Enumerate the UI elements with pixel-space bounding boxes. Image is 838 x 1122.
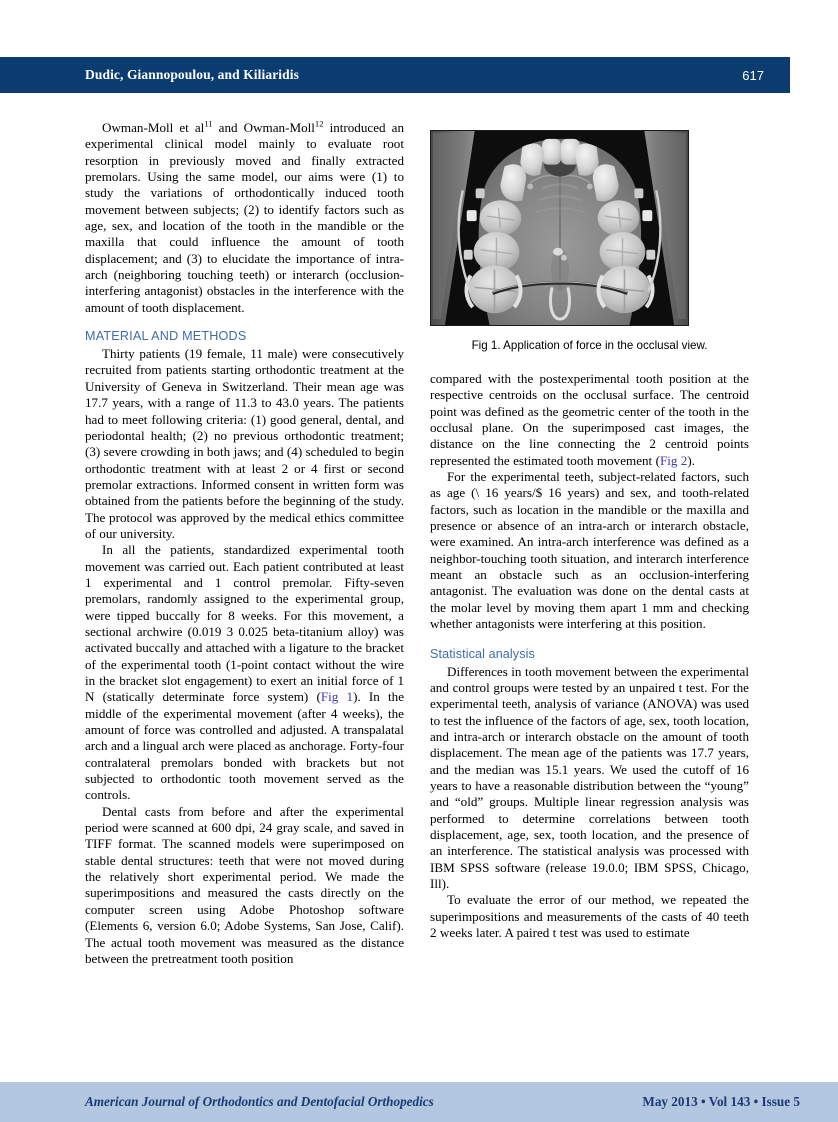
running-head-page-number: 617: [742, 67, 764, 83]
text-run: For the experimental teeth, subject-related factors, such as age (\ 16 years/$ 16 years) and sex, and tooth-related factors, such as location in the mandible or the maxilla and presence or absence of an intra-arch or interarch obstacle, were examined. An intra-arch interference was defined as a neighbor-touching tooth situation, and interarch interference meant an obstacle such as an occlusion-interfering antagonist. The evaluation was done on the dental casts at the molar level by moving them apart 1 mm and checking whether antagonists were interfering at this position.: [430, 469, 749, 632]
method-paragraphs: [85, 346, 404, 967]
text-run: ). In the middle of the experimental movement (after 4 weeks), the amount of force was controlled and adjusted. A transpalatal arch and a lingual arch were placed as anchorage. Forty-four contralateral premolars bonded with brackets but not subjected to orthodontic tooth movement served as the controls.: [85, 689, 405, 803]
paragraph: [85, 346, 404, 542]
footer-issue-info: May 2013 • Vol 143 • Issue 5: [642, 1094, 800, 1109]
right-paragraphs: [430, 371, 749, 633]
subheading-statistical-analysis: Statistical analysis: [430, 646, 535, 661]
figure-1: [430, 130, 749, 353]
paragraph: [85, 804, 404, 967]
paragraph: [430, 892, 749, 941]
running-head-authors: Dudic, Giannopoulou, and Kiliaridis: [85, 67, 299, 82]
page-content: [85, 118, 749, 1045]
footer-journal-title: American Journal of Orthodontics and Dentofacial Orthopedics: [85, 1094, 434, 1109]
text-run: compared with the postexperimental tooth position at the respective centroids on the occlusal surface. The centroid point was defined as the geometric center of the tooth in the occlusal plane. On the superimposed cast images, the distance on the line connecting the 2 centroid points represented the estimated tooth movement (: [430, 371, 749, 468]
figure-1-caption: Fig 1. Application of force in the occlusal view.: [471, 339, 708, 352]
paragraph: [430, 664, 749, 893]
text-run: In all the patients, standardized experimental tooth movement was carried out. Each patient contributed at least 1 experimental and 1 control premolar. Fifty-seven premolars, randomly assigned to the experimental group, were tipped buccally for 8 weeks. For this movement, a sectional archwire (0.019 3 0.025 beta-titanium alloy) was activated buccally and attached with a ligature to the bracket of the experimental tooth (1-point contact without the wire in the bracket slot engagement) to exert an initial force of 1 N (statically determinate force system) (: [85, 542, 404, 705]
section-heading-material-and-methods: MATERIAL AND METHODS: [85, 329, 247, 344]
paragraph: [85, 120, 404, 316]
text-run: and Owman-Moll: [212, 120, 315, 135]
paragraph: [85, 542, 404, 804]
statistics-paragraphs: [430, 664, 749, 942]
figure-1-image: [430, 130, 689, 326]
paragraph: [430, 371, 749, 469]
running-head-bar: [0, 57, 790, 93]
paragraph: [430, 469, 749, 632]
column-right: [430, 120, 749, 941]
footer-bar: [0, 1082, 838, 1122]
figure-crossref-link[interactable]: Fig 2: [659, 452, 688, 468]
column-left: [85, 120, 404, 967]
reference-superscript[interactable]: 11: [204, 118, 213, 129]
text-run: Owman-Moll et al: [102, 120, 205, 135]
occlusal-photograph: [431, 131, 688, 325]
text-run: Dental casts from before and after the experimental period were scanned at 600 dpi, 24 gray scale, and saved in TIFF format. The scanned models were superimposed on stable dental structures: teeth that were not moved during the relatively short experimental period. We made the superimpositions and measured the casts directly on the computer screen using Adobe Photoshop software (Elements 6, version 6.0; Adobe Systems, San Jose, Calif). The actual tooth movement was measured as the distance between the pretreatment tooth position: [85, 803, 404, 966]
text-run: ).: [687, 452, 695, 468]
text-run: Differences in tooth movement between the experimental and control groups were tested by an unpaired t test. For the experimental teeth, analysis of variance (ANOVA) was used to test the influence of the factors of age, sex, tooth location, and intra-arch or interarch obstacle on the amount of tooth displacement. The mean age of the patients was 17.7 years, and the median was 15.1 years. We used the cutoff of 16 years to have a reasonable distribution between the “young” and “old” groups. Multiple linear regression analysis was performed to determine correlations between tooth displacement, age, sex, tooth location, and the presence of an interference. The statistical analysis was processed with IBM SPSS software (release 19.0.0; IBM SPSS, Chicago, Ill).: [430, 663, 749, 891]
text-run: Thirty patients (19 female, 11 male) were consecutively recruited from patients starting orthodontic treatment at the University of Geneva in Switzerland. Their mean age was 17.7 years, with a range of 11.3 to 43.0 years. The patients had to meet following criteria: (1) good general, dental, and periodontal health; (2) no previous orthodontic treatment; (3) severe crowding in both jaws; and (4) scheduled to begin orthodontic treatment with at least 2 or 4 first or second premolar extractions. Informed consent in written form was obtained from the patients before the beginning of the study. The protocol was approved by the medical ethics committee of our university.: [85, 346, 404, 541]
figure-crossref-link[interactable]: Fig 1: [320, 689, 354, 705]
reference-superscript[interactable]: 12: [314, 118, 324, 129]
text-run: To evaluate the error of our method, we repeated the superimpositions and measurements of the casts of 40 teeth 2 weeks later. A paired t test was used to estimate: [430, 892, 749, 940]
intro-paragraphs: [85, 120, 404, 316]
text-run: introduced an experimental clinical model mainly to evaluate root resorption in previously moved and finally extracted premolars. Using the same model, our aims were (1) to study the variations of orthodontically induced tooth movement between subjects; (2) to identify factors such as age, sex, and location of the tooth in the mandible or the maxilla that could influence the amount of tooth displacement; and (3) to elucidate the importance of intra-arch (neighboring touching teeth) or interarch (occlusion-interfering antagonist) obstacles in the interference with the amount of tooth displacement.: [85, 120, 404, 315]
